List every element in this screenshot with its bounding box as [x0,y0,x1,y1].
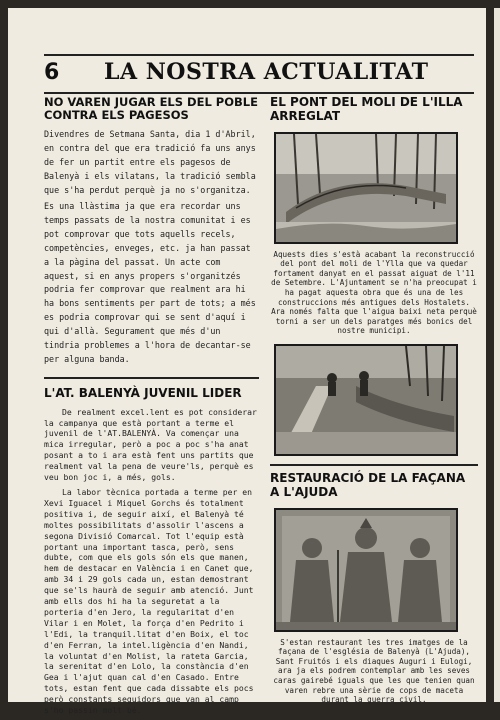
left-column [44,96,259,720]
article2-body [44,407,259,716]
page-edge [494,8,500,702]
facade-photo [274,508,458,632]
page-header [44,54,474,94]
page-number: 6 [44,60,60,85]
bridge-photo [274,132,458,244]
section-divider [44,377,259,379]
article1-body [44,128,259,366]
article1-paragraph: Divendres de Setmana Santa, dia 1 d'Abril, en contra del que era tradició fa uns anys de fer un partit entre els pagesos de Balenyà i els vilatans, la tradició sembla que s'ha perdut perquè ja no s'organitza. [44,129,256,196]
article2-headline: L'AT. BALENYÀ JUVENIL LIDER [44,385,242,400]
article1-paragraph: Es una llàstima ja que era recordar uns temps passats de la nostra comunitat i es pot comprovar que tots aquells recels, competències, enveges, etc. ja han passat a la pàgina del passat. Un acte com aquest, si en anys propers s'organitzés podria fer comprovar que realment ara hi ha bons sentiments per part de tots; a més es podria comprovar qui se sent d'aquí i qui d'allà. Segurament que més d'un tindria problemes a l'hora de decantar-se per alguna banda. [44,200,256,364]
article2-paragraph: De realment excel.lent es pot considerar la campanya que està portant a terme el juvenil de l'AT.BALENYÀ. Va començar una mica irregular, però a poc a poc s'ha anat posant a to i ara està fent uns partits que realment val la pena de veure'ls, perquè es veu bon joc i, a més, gols. [44,406,257,483]
magazine-page [8,8,486,716]
workers-photo [274,344,458,456]
article1-headline: NO VAREN JUGAR ELS DEL POBLE CONTRA ELS PAGESOS [44,95,258,123]
section-divider [270,464,478,466]
article4-headline: RESTAURACIÓ DE LA FAÇANA A L'AJUDA [270,470,466,499]
article3-headline: EL PONT DEL MOLI DE L'ILLA ARREGLAT [270,95,463,123]
article3-caption: Aquests dies s'està acabant la reconstrucció del pont del moli de l'Ylla que va quedar fortament danyat en el passat aiguat de l'11 de Setembre. L'Ajuntament se n'ha preocupat i ha pagat aquesta obra que és una de les construccions més antigues dels Hostalets. Ara només falta que l'aigua baixi neta perquè torni a ser un dels paratges més bonics del nostre municipi. [271,249,477,336]
right-column [270,96,478,705]
article4-caption: S'estan restaurant les tres imatges de la façana de l'església de Balenyà (L'Ajuda), Sant Fruitós i els diaques Auguri i Eulogi, ara ja els podrem contemplar amb les seves caras gairebé iguals que les que tenien quan varen rebre una sèrie de cops de maceta durant la guerra civil. [273,637,475,705]
article2-paragraph: La labor tècnica portada a terme per en Xevi Iguacel i Miquel Gorchs és totalment positiva i, de seguir així, el Balenyà té moltes possibilitats d'assolir l'ascens a segona Divisió Comarcal. Tot l'equip està portant una important tasca, però, sens dubte, com que els gols són els que manen, hem de destacar en València i en Canet que, amb 34 i 29 gols cada un, estan demostrant que se'ls haurà de seguir amb atenció. Junt amb ells dos hi ha la seguretat a la porteria d'en Jero, la regularitat d'en Vilar i en Molet, la força d'en Pedrito i l'Edi, la tranquil.litat d'en Boix, el toc d'en Ferran, la intel.ligència d'en Nandi, la voluntat d'en Molist, la rateta Garcia, la serenitat d'en Lolo, la constància d'en Gea i l'ajut quan cal d'en Casado. Entre tots, estan fent que cada dissabte els pocs però constants seguidors que van al camp s'ho passin molt bé. [44,486,254,716]
section-title: LA NOSTRA ACTUALITAT [104,59,429,85]
